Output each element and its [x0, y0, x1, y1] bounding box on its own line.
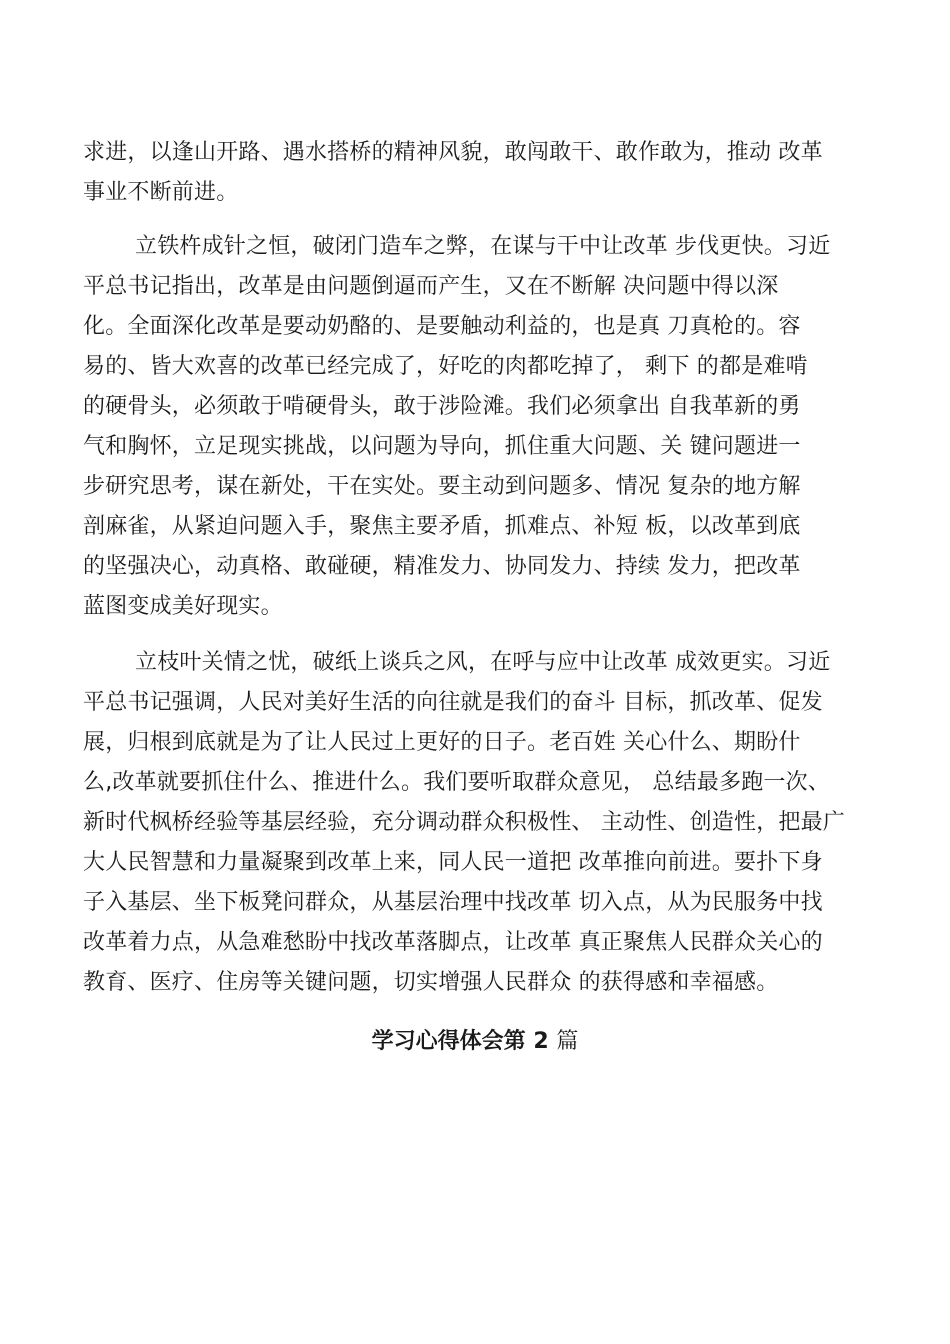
paragraph-line: 事业不断前进。: [83, 180, 239, 205]
paragraph-line: 化。全面深化改革是要动奶酪的、是要触动利益的，也是真 刀真枪的。容: [83, 314, 801, 339]
section-heading-suffix: 篇: [556, 1029, 579, 1054]
paragraph-reform-speed: [83, 227, 903, 627]
paragraph-reform-results: [83, 643, 903, 1003]
paragraph-line: 改革着力点，从急难愁盼中找改革落脚点，让改革 真正聚焦人民群众关心的: [83, 930, 823, 955]
paragraph-line: 教育、医疗、住房等关键问题，切实增强人民群众 的获得感和幸福感。: [83, 970, 779, 995]
paragraph-line: 蓝图变成美好现实。: [83, 594, 283, 619]
paragraph-line: 剖麻雀，从紧迫问题入手，聚焦主要矛盾，抓难点、补短 板，以改革到底: [83, 514, 801, 539]
section-heading-main: 学习心得体会第 2: [371, 1029, 549, 1054]
paragraph-continuation: [83, 133, 903, 213]
paragraph-line: 新时代枫桥经验等基层经验，充分调动群众积极性、 主动性、创造性，把最广: [83, 810, 845, 835]
paragraph-line: 立枝叶关情之忧，破纸上谈兵之风，在呼与应中让改革 成效更实。习近: [135, 650, 831, 675]
paragraph-line: 子入基层、坐下板凳问群众，从基层治理中找改革 切入点，从为民服务中找: [83, 890, 823, 915]
paragraph-line: 平总书记强调，人民对美好生活的向往就是我们的奋斗 目标，抓改革、促发: [83, 690, 823, 715]
section-heading: [0, 1022, 950, 1062]
paragraph-line: 易的、皆大欢喜的改革已经完成了，好吃的肉都吃掉了， 剩下 的都是难啃: [83, 354, 808, 379]
paragraph-line: 大人民智慧和力量凝聚到改革上来，同人民一道把 改革推向前进。要扑下身: [83, 850, 823, 875]
paragraph-line: 步研究思考，谋在新处，干在实处。要主动到问题多、情况 复杂的地方解: [83, 474, 801, 499]
paragraph-line: 立铁杵成针之恒，破闭门造车之弊，在谋与干中让改革 步伐更快。习近: [135, 234, 831, 259]
paragraph-line: 平总书记指出，改革是由问题倒逼而产生，又在不断解 决问题中得以深: [83, 274, 779, 299]
paragraph-line: 么,改革就要抓住什么、推进什么。我们要听取群众意见， 总结最多跑一次、: [83, 770, 830, 795]
paragraph-line: 的坚强决心，动真格、敢碰硬，精准发力、协同发力、持续 发力，把改革: [83, 554, 801, 579]
paragraph-line: 气和胸怀，立足现实挑战，以问题为导向，抓住重大问题、关 键问题进一: [83, 434, 801, 459]
paragraph-line: 求进，以逢山开路、遇水搭桥的精神风貌，敢闯敢干、敢作敢为，推动 改革: [83, 140, 823, 165]
paragraph-line: 展，归根到底就是为了让人民过上更好的日子。老百姓 关心什么、期盼什: [83, 730, 801, 755]
paragraph-line: 的硬骨头，必须敢于啃硬骨头，敢于涉险滩。我们必须拿出 自我革新的勇: [83, 394, 801, 419]
